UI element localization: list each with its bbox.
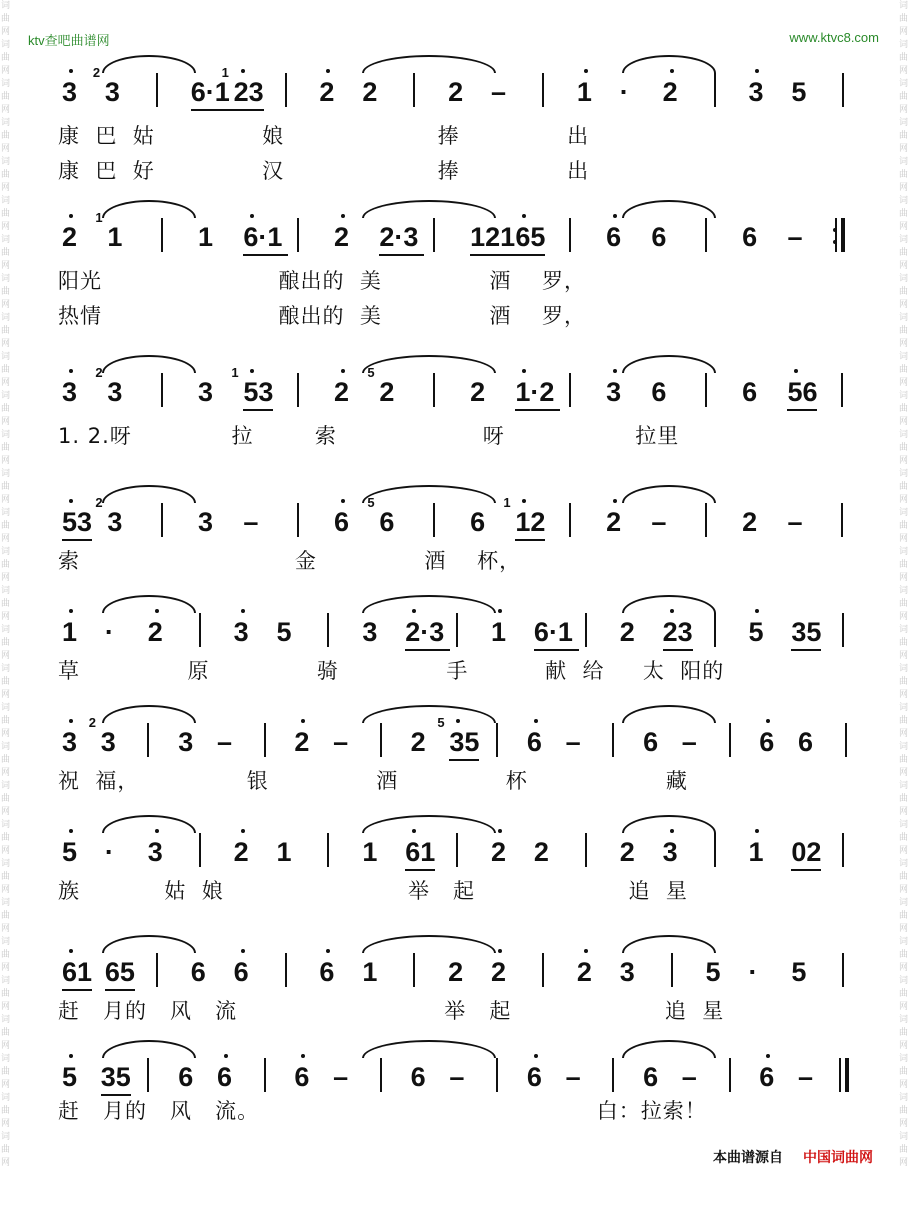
note-digit: 2	[334, 377, 350, 407]
dot-extension: ·	[619, 77, 629, 107]
dash-sustain: –	[787, 222, 803, 252]
note-digit: 3	[662, 837, 678, 867]
note-digit: 3	[198, 377, 214, 407]
octave-dot	[69, 214, 73, 218]
note-digit: 3	[233, 617, 249, 647]
bar-line	[156, 953, 158, 987]
note-digit: 6	[216, 1062, 232, 1092]
octave-dot	[498, 609, 502, 613]
bar-line	[433, 503, 435, 537]
bar-line	[542, 73, 544, 107]
note-digit: 6·1	[190, 77, 230, 107]
bar-line	[569, 218, 571, 252]
note-digit: 2	[491, 837, 507, 867]
dot-extension: ·	[104, 837, 114, 867]
duration-underline	[791, 869, 821, 871]
lyric-line: 康 巴 好 汉 捧 出	[58, 159, 590, 183]
note-digit: 2·3	[379, 222, 419, 252]
note-digit: 3	[104, 77, 120, 107]
grace-note: 2	[92, 65, 101, 80]
duration-underline	[234, 109, 264, 111]
slur-arc	[622, 1040, 716, 1058]
note-digit: 1	[276, 837, 292, 867]
bar-line	[585, 613, 587, 647]
note-digit: 6	[651, 222, 667, 252]
note-digit: 121	[470, 222, 516, 252]
duration-underline	[663, 649, 693, 651]
dash-sustain: –	[681, 727, 697, 757]
slur-arc	[622, 55, 716, 73]
note-digit: 65	[104, 957, 135, 987]
slur-arc	[102, 705, 196, 723]
duration-underline	[534, 649, 579, 651]
bar-line	[199, 833, 201, 867]
octave-dot	[69, 369, 73, 373]
note-digit: 2	[62, 222, 78, 252]
note-digit: 1	[62, 617, 78, 647]
duration-underline	[449, 759, 479, 761]
note-digit: 1	[198, 222, 214, 252]
note-digit: 53	[62, 507, 93, 537]
bar-line	[199, 613, 201, 647]
bar-line	[714, 833, 716, 867]
slur-arc	[362, 935, 496, 953]
note-digit: 2	[362, 77, 378, 107]
note-digit: 5	[62, 837, 78, 867]
note-digit: 6	[178, 1062, 194, 1092]
bar-line	[569, 373, 571, 407]
octave-dot	[241, 949, 245, 953]
note-digit: 2·3	[405, 617, 445, 647]
note-digit: 2	[448, 77, 464, 107]
note-digit: 3	[107, 507, 123, 537]
bar-line	[845, 1058, 849, 1092]
bar-line	[161, 373, 163, 407]
slur-arc	[102, 200, 196, 218]
bar-line	[285, 73, 287, 107]
octave-dot	[584, 69, 588, 73]
octave-dot	[341, 369, 345, 373]
source-label: 本曲谱源自	[713, 1150, 783, 1166]
note-digit: 2	[533, 837, 549, 867]
bar-line	[413, 73, 415, 107]
note-digit: 6	[294, 1062, 310, 1092]
note-digit: 5	[705, 957, 721, 987]
slur-arc	[622, 935, 716, 953]
note-digit: 6	[470, 507, 486, 537]
slur-arc	[362, 355, 496, 373]
octave-dot	[766, 1054, 770, 1058]
note-digit: 1	[491, 617, 507, 647]
bar-line	[413, 953, 415, 987]
note-digit: 2	[470, 377, 486, 407]
slur-arc	[362, 485, 496, 503]
slur-arc	[102, 55, 196, 73]
dash-sustain: –	[216, 727, 232, 757]
octave-dot	[250, 369, 254, 373]
note-digit: 2	[742, 507, 758, 537]
note-digit: 5	[748, 617, 764, 647]
note-digit: 2	[379, 377, 395, 407]
bar-line	[729, 723, 731, 757]
bar-line	[456, 613, 458, 647]
slur-arc	[102, 1040, 196, 1058]
note-digit: 6	[190, 957, 206, 987]
octave-dot	[755, 829, 759, 833]
duration-underline	[105, 989, 135, 991]
bar-line	[327, 833, 329, 867]
duration-underline	[791, 649, 821, 651]
bar-line	[705, 218, 707, 252]
slur-arc	[622, 355, 716, 373]
duration-underline	[62, 989, 92, 991]
site-watermark-right: www.ktvc8.com	[789, 30, 879, 45]
octave-dot	[613, 214, 617, 218]
grace-note: 2	[95, 365, 103, 380]
note-digit: 5	[791, 957, 807, 987]
octave-dot	[241, 69, 245, 73]
bar-line	[147, 723, 149, 757]
bar-line	[705, 503, 707, 537]
note-digit: 2	[147, 617, 163, 647]
bar-line	[433, 218, 435, 252]
bar-line	[156, 73, 158, 107]
note-digit: 1	[362, 837, 378, 867]
note-digit: 6	[651, 377, 667, 407]
lyric-line: 康 巴 姑 娘 捧 出	[58, 124, 590, 148]
note-digit: 2	[576, 957, 592, 987]
right-edge-watermark: 词曲网词曲网词曲网词曲网词曲网词曲网词曲网词曲网词曲网词曲网词曲网词曲网词曲网词曲网词曲网词曲网词曲网词曲网词曲网词曲网词曲网词曲网词曲网词曲网词曲网词曲网词曲网词曲网词曲网词曲网	[898, 1, 908, 1168]
note-digit: 1	[362, 957, 378, 987]
octave-dot	[613, 499, 617, 503]
note-digit: 6·1	[533, 617, 573, 647]
note-digit: 3	[107, 377, 123, 407]
note-digit: 35	[449, 727, 480, 757]
grace-note: 5	[367, 495, 375, 510]
bar-line	[297, 503, 299, 537]
octave-dot	[69, 1054, 73, 1058]
grace-note: 5	[367, 365, 375, 380]
bar-line	[842, 833, 844, 867]
lyric-line: 阳光 酿出的 美 酒 罗，	[58, 269, 587, 293]
octave-dot	[69, 719, 73, 723]
slur-arc	[102, 935, 196, 953]
slur-arc	[102, 485, 196, 503]
note-digit: 3	[606, 377, 622, 407]
duration-underline	[405, 649, 450, 651]
note-digit: 3	[62, 727, 78, 757]
slur-arc	[362, 1040, 496, 1058]
note-digit: 6	[526, 727, 542, 757]
lyric-line: 祝 福， 银 酒 杯 藏	[58, 769, 688, 793]
dash-sustain: –	[651, 507, 667, 537]
slur-arc	[362, 705, 496, 723]
note-digit: 2	[619, 837, 635, 867]
note-digit: 12	[515, 507, 546, 537]
octave-dot	[301, 1054, 305, 1058]
octave-dot	[794, 369, 798, 373]
slur-arc	[622, 815, 716, 833]
note-digit: 6	[643, 727, 659, 757]
lyric-line: 草 原 骑 手 献 给 太 阳的	[58, 659, 725, 683]
source-site-link[interactable]: 中国词曲网	[803, 1150, 873, 1166]
note-digit: 3	[147, 837, 163, 867]
octave-dot	[301, 719, 305, 723]
dash-sustain: –	[243, 507, 259, 537]
note-digit: 6	[526, 1062, 542, 1092]
bar-line	[842, 73, 844, 107]
octave-dot	[613, 369, 617, 373]
octave-dot	[341, 214, 345, 218]
slur-arc	[362, 595, 496, 613]
bar-line	[714, 613, 716, 647]
note-digit: 1	[748, 837, 764, 867]
duration-underline	[379, 254, 424, 256]
grace-note: 5	[437, 715, 445, 730]
bar-line	[841, 373, 843, 407]
duration-underline	[470, 254, 515, 256]
note-digit: 23	[662, 617, 693, 647]
duration-underline	[243, 254, 288, 256]
slur-arc	[362, 55, 496, 73]
octave-dot	[584, 949, 588, 953]
note-digit: 56	[787, 377, 818, 407]
dash-sustain: –	[333, 727, 349, 757]
bar-line	[433, 373, 435, 407]
note-digit: 2	[491, 957, 507, 987]
octave-dot	[69, 949, 73, 953]
note-digit: 6	[742, 222, 758, 252]
slur-arc	[362, 200, 496, 218]
bar-line	[264, 1058, 266, 1092]
note-digit: 5	[276, 617, 292, 647]
note-digit: 3	[100, 727, 116, 757]
grace-note: 1	[503, 495, 511, 510]
octave-dot	[534, 719, 538, 723]
bar-line	[841, 218, 845, 252]
grace-note: 2	[88, 715, 96, 730]
bar-line	[264, 723, 266, 757]
note-digit: 6	[742, 377, 758, 407]
note-digit: 2	[619, 617, 635, 647]
bar-line	[842, 953, 844, 987]
duration-underline	[191, 109, 236, 111]
bar-line	[161, 218, 163, 252]
note-digit: 6	[643, 1062, 659, 1092]
note-digit: 6	[606, 222, 622, 252]
bar-line	[496, 723, 498, 757]
bar-line	[729, 1058, 731, 1092]
bar-line	[585, 833, 587, 867]
note-digit: 6·1	[243, 222, 283, 252]
octave-dot	[241, 829, 245, 833]
bar-line	[569, 503, 571, 537]
note-digit: 3	[178, 727, 194, 757]
note-digit: 2	[606, 507, 622, 537]
octave-dot	[341, 499, 345, 503]
lyric-line: 热情 酿出的 美 酒 罗，	[58, 304, 587, 328]
octave-dot	[241, 609, 245, 613]
note-digit: 02	[791, 837, 822, 867]
duration-underline	[243, 409, 273, 411]
bar-line	[297, 218, 299, 252]
bar-line	[327, 613, 329, 647]
note-digit: 2	[448, 957, 464, 987]
octave-dot	[755, 69, 759, 73]
slur-arc	[622, 200, 716, 218]
note-digit: 3	[198, 507, 214, 537]
note-digit: 2	[662, 77, 678, 107]
note-digit: 6	[379, 507, 395, 537]
note-digit: 35	[791, 617, 822, 647]
octave-dot	[326, 949, 330, 953]
left-edge-watermark: 词曲网词曲网词曲网词曲网词曲网词曲网词曲网词曲网词曲网词曲网词曲网词曲网词曲网词曲网词曲网词曲网词曲网词曲网词曲网词曲网词曲网词曲网词曲网词曲网词曲网词曲网词曲网词曲网词曲网词曲网	[1, 1, 11, 1168]
octave-dot	[766, 719, 770, 723]
lyric-line: 族 姑 娘 举 起 追 星	[58, 879, 688, 903]
duration-underline	[405, 869, 435, 871]
bar-line	[841, 503, 843, 537]
bar-line	[842, 613, 844, 647]
grace-note: 1	[221, 65, 229, 80]
slur-arc	[362, 815, 496, 833]
octave-dot	[755, 609, 759, 613]
note-digit: 6	[319, 957, 335, 987]
note-digit: 2	[319, 77, 335, 107]
note-digit: 23	[233, 77, 264, 107]
lyric-line: 赶 月的 风 流 举 起 追 星	[58, 999, 725, 1023]
octave-dot	[69, 829, 73, 833]
octave-dot	[498, 949, 502, 953]
duration-underline	[515, 254, 545, 256]
bar-line	[380, 1058, 382, 1092]
dash-sustain: –	[681, 1062, 697, 1092]
bar-line	[297, 373, 299, 407]
grace-note: 2	[95, 495, 103, 510]
slur-arc	[622, 595, 716, 613]
duration-underline	[515, 409, 560, 411]
bar-line	[542, 953, 544, 987]
note-digit: 1	[107, 222, 123, 252]
bar-line	[161, 503, 163, 537]
note-digit: 2	[294, 727, 310, 757]
octave-dot	[534, 1054, 538, 1058]
dot-extension: ·	[748, 957, 758, 987]
dash-sustain: –	[491, 77, 507, 107]
bar-line	[845, 723, 847, 757]
note-digit: 2	[410, 727, 426, 757]
dot-extension: ·	[104, 617, 114, 647]
grace-note: 1	[95, 210, 103, 225]
bar-line	[705, 373, 707, 407]
note-digit: 53	[243, 377, 274, 407]
slur-arc	[102, 355, 196, 373]
note-digit: 1	[576, 77, 592, 107]
duration-underline	[62, 539, 92, 541]
octave-dot	[250, 214, 254, 218]
bar-line	[612, 1058, 614, 1092]
note-digit: 6	[334, 507, 350, 537]
note-digit: 5	[62, 1062, 78, 1092]
lyric-line: 索 金 酒 杯，	[58, 549, 522, 573]
dash-sustain: –	[798, 1062, 814, 1092]
note-digit: 35	[100, 1062, 131, 1092]
octave-dot	[326, 69, 330, 73]
note-digit: 6	[798, 727, 814, 757]
octave-dot	[69, 609, 73, 613]
note-digit: 3	[748, 77, 764, 107]
note-digit: 6	[759, 1062, 775, 1092]
source-credit	[713, 1147, 873, 1167]
octave-dot	[69, 69, 73, 73]
lyric-line: 赶 月的 风 流。 白：拉索！	[58, 1099, 707, 1123]
dash-sustain: –	[787, 507, 803, 537]
octave-dot	[498, 829, 502, 833]
dash-sustain: –	[449, 1062, 465, 1092]
dash-sustain: –	[333, 1062, 349, 1092]
dash-sustain: –	[565, 1062, 581, 1092]
dash-sustain: –	[565, 727, 581, 757]
octave-dot	[522, 214, 526, 218]
duration-underline	[787, 409, 817, 411]
lyric-line: 1. 2.呀 拉 索 呀 拉里	[58, 424, 680, 448]
note-digit: 3	[62, 377, 78, 407]
octave-dot	[522, 499, 526, 503]
bar-line	[714, 73, 716, 107]
note-digit: 6	[233, 957, 249, 987]
note-digit: 3	[362, 617, 378, 647]
grace-note: 1	[231, 365, 239, 380]
bar-line	[456, 833, 458, 867]
octave-dot	[522, 369, 526, 373]
note-digit: 5	[791, 77, 807, 107]
octave-dot	[69, 499, 73, 503]
note-digit: 6	[759, 727, 775, 757]
slur-arc	[102, 815, 196, 833]
slur-arc	[622, 705, 716, 723]
bar-line	[496, 1058, 498, 1092]
bar-line	[671, 953, 673, 987]
slur-arc	[102, 595, 196, 613]
note-digit: 61	[405, 837, 436, 867]
note-digit: 2	[233, 837, 249, 867]
note-digit: 6	[410, 1062, 426, 1092]
bar-line	[839, 1058, 841, 1092]
note-digit: 61	[62, 957, 93, 987]
bar-line	[285, 953, 287, 987]
note-digit: 65	[515, 222, 546, 252]
octave-dot	[224, 1054, 228, 1058]
note-digit: 3	[619, 957, 635, 987]
note-digit: 3	[62, 77, 78, 107]
note-digit: 1·2	[515, 377, 555, 407]
site-watermark-left: ktv查吧曲谱网	[28, 33, 110, 48]
bar-line	[380, 723, 382, 757]
bar-line	[147, 1058, 149, 1092]
bar-line	[612, 723, 614, 757]
duration-underline	[515, 539, 545, 541]
slur-arc	[622, 485, 716, 503]
note-digit: 2	[334, 222, 350, 252]
bar-line	[835, 218, 837, 252]
